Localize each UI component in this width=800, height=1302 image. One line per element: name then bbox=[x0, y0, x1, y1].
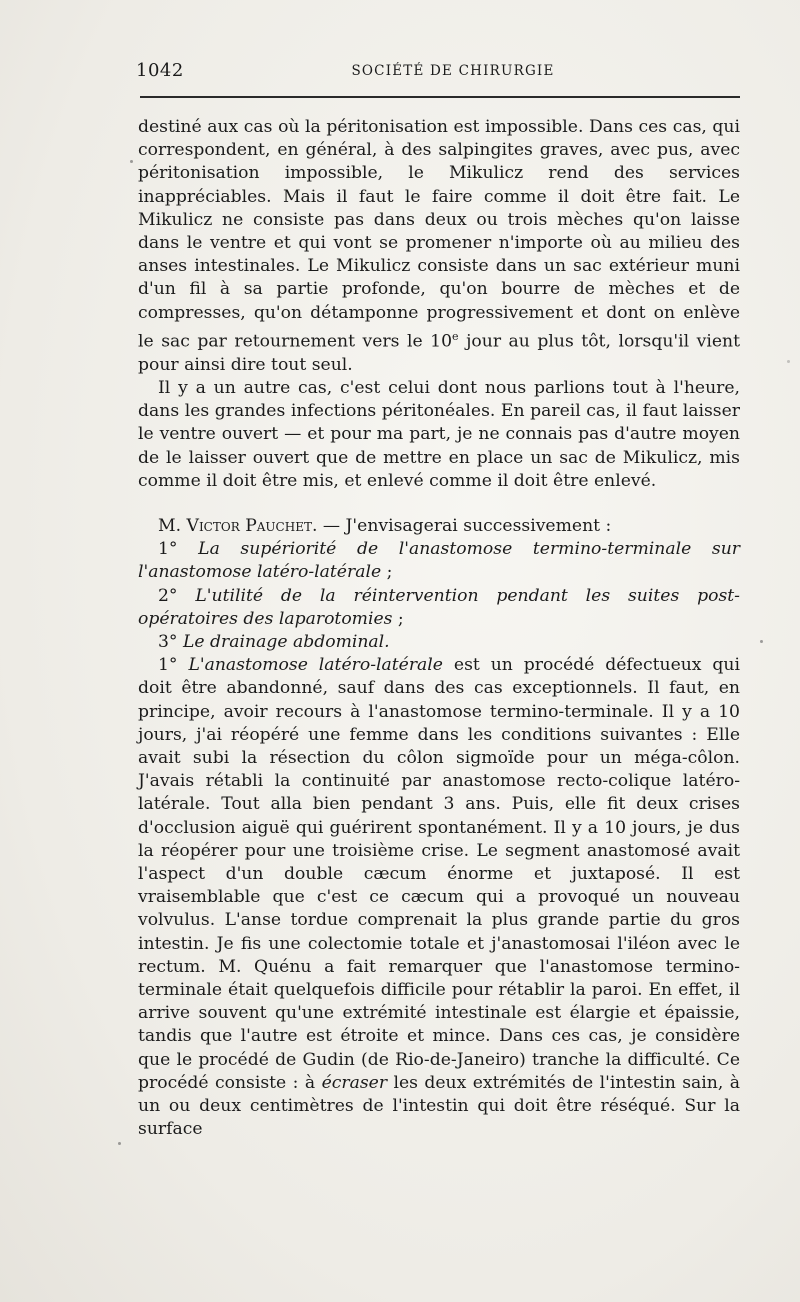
running-title: SOCIÉTÉ DE CHIRURGIE bbox=[351, 63, 555, 79]
paragraph-peritoneal-infections: Il y a un autre cas, c'est celui dont nous parlions tout à l'heure, dans les grandes infections péritonéales. En pareil cas, il faut laisser le ventre ouvert — et pour ma part, je ne connais pas d'autre moyen de le laisser ouvert que de mettre en place un sac de Mikulicz, mis comme il doit être mis, et enlevé comme il doit être enlevé. bbox=[138, 377, 740, 491]
paper-speck bbox=[760, 640, 763, 643]
page-header bbox=[136, 56, 740, 86]
header-rule bbox=[140, 96, 740, 98]
body-text bbox=[138, 116, 740, 1141]
paper-speck bbox=[118, 1142, 121, 1145]
list-item-1: 1° La supériorité de l'anastomose termino-terminale sur l'anastomose latéro-latérale ; bbox=[138, 539, 740, 583]
paper-speck bbox=[130, 160, 133, 163]
speaker-name: M. Victor Pauchet. bbox=[158, 515, 318, 536]
list-item-3: 3° Le drainage abdominal. bbox=[158, 632, 390, 652]
paper-speck bbox=[787, 360, 790, 363]
list-item-2: 2° L'utilité de la réintervention pendant les suites post-opératoires des laparotomies ; bbox=[138, 585, 740, 629]
page-number: 1042 bbox=[136, 60, 184, 81]
paragraph-speaker: M. Victor Pauchet. — J'envisagerai successivement : bbox=[158, 515, 612, 536]
paragraph-mikulicz-sac: destiné aux cas où la péritonisation est impossible. Dans ces cas, qui correspondent, en général, à des salpingites graves, avec pus, avec péritonisation impossible, le Mikulicz rend des services inappréciables. Mais il faut le faire comme il doit être fait. Le Mikulicz ne consiste pas dans deux ou trois mèches qu'on laisse dans le ventre et qui vont se promener n'importe où au milieu des anses intestinales. Le Mikulicz consiste dans un sac extérieur muni d'un fil à sa partie profonde, qu'on bourre de mèches et de compresses, qu'on détamponne progressivement et dont on enlève le sac par retournement vers le 10e jour au plus tôt, lorsqu'il vient pour ainsi dire tout seul. bbox=[138, 117, 740, 375]
paragraph-anastomose: 1° L'anastomose latéro-latérale est un procédé défectueux qui doit être abandonné, sauf dans des cas exceptionnels. Il faut, en principe, avoir recours à l'anastomose termino-terminale. Il y a 10 jours, j'ai réopéré une femme dans les conditions suivantes : Elle avait subi la résection du côlon sigmoïde pour un méga-côlon. J'avais rétabli la continuité par anastomose recto-colique latéro-latérale. Tout alla bien pendant 3 ans. Puis, elle fit deux crises d'occlusion aiguë qui guérirent spontanément. Il y a 10 jours, je dus la réopérer pour une troisième crise. Le segment anastomosé avait l'aspect d'un double cæcum énorme et juxtaposé. Il est vraisemblable que c'est ce cæcum qui a provoqué un nouveau volvulus. L'anse tordue comprenait la plus grande partie du gros intestin. Je fis une colectomie totale et j'anastomosai l'iléon avec le rectum. M. Quénu a fait remarquer que l'anastomose termino-terminale était quelquefois difficile pour rétablir la paroi. En effet, il arrive souvent qu'une extrémité intestinale est élargie et épaissie, tandis que l'autre est étroite et mince. Dans ces cas, je considère que le procédé de Gudin (de Rio-de-Janeiro) tranche la difficulté. Ce procédé consiste : à écraser les deux extrémités de l'intestin sain, à un ou deux centimètres de l'intestin qui doit être réséqué. Sur la surface bbox=[138, 655, 740, 1140]
spacer bbox=[138, 493, 740, 515]
